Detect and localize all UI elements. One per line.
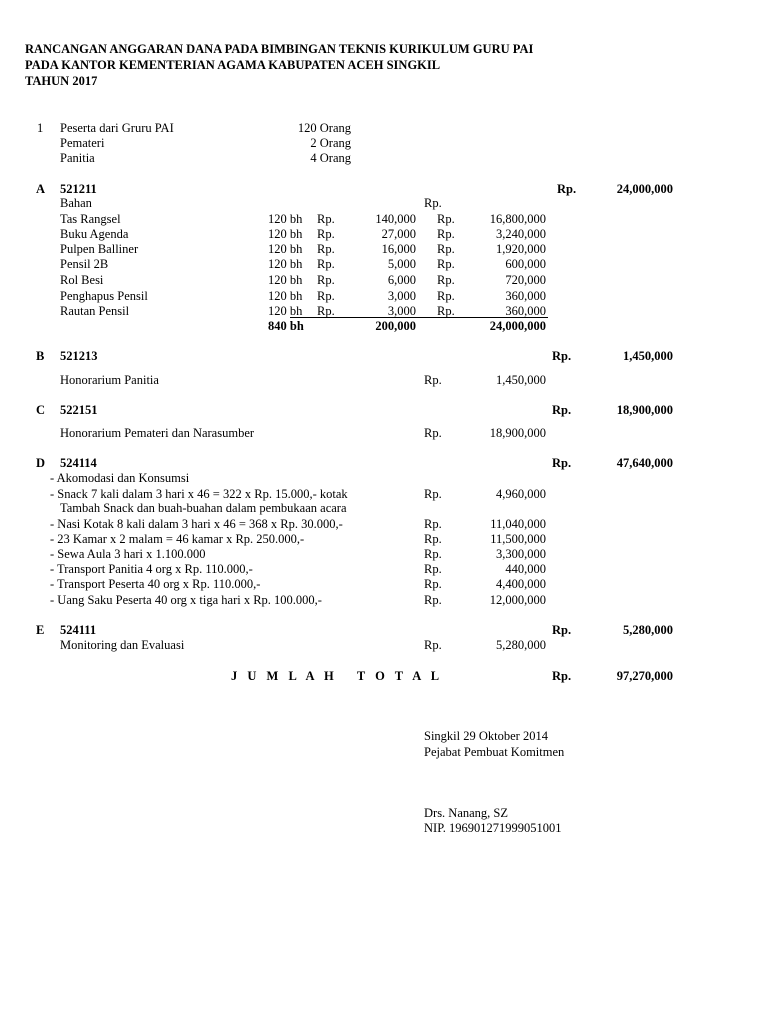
section-e-currency: Rp. xyxy=(552,623,572,637)
item-name: Penghapus Pensil xyxy=(60,289,148,303)
section-c-item-currency: Rp. xyxy=(424,426,442,440)
section-c-total: 18,900,000 xyxy=(616,403,673,417)
item-amount-currency: Rp. xyxy=(437,304,455,318)
item-amount: 600,000 xyxy=(505,257,546,271)
item-qty: 120 bh xyxy=(268,304,303,318)
section-d-item-amount: 11,040,000 xyxy=(490,517,546,531)
item-qty: 120 bh xyxy=(268,227,303,241)
item-amount-currency: Rp. xyxy=(437,273,455,287)
item-name: Pulpen Balliner xyxy=(60,242,139,256)
item-name: Tas Rangsel xyxy=(60,212,121,226)
section-c-item: Honorarium Pemateri dan Narasumber xyxy=(60,426,255,440)
section-d-item-desc: - Sewa Aula 3 hari x 1.100.000 xyxy=(50,547,206,561)
section-d-item-desc: Tambah Snack dan buah-buahan dalam pembukaan acara xyxy=(60,501,347,515)
section-d-currency: Rp. xyxy=(552,456,572,470)
item-price-currency: Rp. xyxy=(317,212,335,226)
item-amount-currency: Rp. xyxy=(437,289,455,303)
doc-title-line-2: PADA KANTOR KEMENTERIAN AGAMA KABUPATEN ACEH SINGKIL xyxy=(25,58,441,72)
item-qty: 120 bh xyxy=(268,257,303,271)
item-amount-currency: Rp. xyxy=(437,257,455,271)
section-e-item: Monitoring dan Evaluasi xyxy=(60,638,185,652)
section-c-code: 522151 xyxy=(60,403,98,417)
section-a-group-currency: Rp. xyxy=(424,196,442,210)
participant-count: 120 Orang xyxy=(297,121,351,135)
item-qty: 120 bh xyxy=(268,212,303,226)
doc-title-line-3: TAHUN 2017 xyxy=(25,74,98,88)
item-name: Rautan Pensil xyxy=(60,304,130,318)
participant-label: Panitia xyxy=(60,151,95,165)
section-d-item-amount: 12,000,000 xyxy=(489,593,546,607)
section-c-letter: C xyxy=(36,403,46,417)
section-a-currency: Rp. xyxy=(557,182,577,196)
section-d-item-currency: Rp. xyxy=(424,517,442,531)
item-price-currency: Rp. xyxy=(317,227,335,241)
section-d-item-currency: Rp. xyxy=(424,577,442,591)
item-qty: 120 bh xyxy=(268,242,303,256)
grand-total-amount: 97,270,000 xyxy=(616,669,673,683)
item-qty: 120 bh xyxy=(268,273,303,287)
item-name: Rol Besi xyxy=(60,273,104,287)
section-d-item-desc: - Transport Peserta 40 org x Rp. 110.000,- xyxy=(50,577,261,591)
item-amount: 720,000 xyxy=(505,273,546,287)
item-price-currency: Rp. xyxy=(317,289,335,303)
item-price: 16,000 xyxy=(381,242,416,256)
section-d-item-amount: 11,500,000 xyxy=(490,532,546,546)
section-a-group-label: Bahan xyxy=(60,196,92,210)
item-amount: 3,240,000 xyxy=(496,227,546,241)
item-name: Buku Agenda xyxy=(60,227,129,241)
item-price: 6,000 xyxy=(387,273,416,287)
section-d-item-desc: - Snack 7 kali dalam 3 hari x 46 = 322 x Rp. 15.000,- kotak xyxy=(50,487,348,501)
section-e-item-currency: Rp. xyxy=(424,638,442,652)
section-c-item-amount: 18,900,000 xyxy=(489,426,546,440)
section-d-item-amount: 4,400,000 xyxy=(496,577,546,591)
item-amount: 16,800,000 xyxy=(489,212,546,226)
section-d-item-amount: 3,300,000 xyxy=(496,547,546,561)
section-d-item-currency: Rp. xyxy=(424,547,442,561)
section-e-letter: E xyxy=(36,623,45,637)
item-amount: 1,920,000 xyxy=(496,242,546,256)
section-b-letter: B xyxy=(36,349,45,363)
section-d-item-desc: - 23 Kamar x 2 malam = 46 kamar x Rp. 250.000,- xyxy=(50,532,305,546)
item-price: 3,000 xyxy=(387,304,416,318)
section-d-item-currency: Rp. xyxy=(424,532,442,546)
item-qty: 120 bh xyxy=(268,289,303,303)
section-e-total: 5,280,000 xyxy=(623,623,673,637)
grand-total-label: J U M L A H T O T A L xyxy=(231,669,443,683)
section-d-item-amount: 4,960,000 xyxy=(496,487,546,501)
signature-nip: NIP. 196901271999051001 xyxy=(424,821,562,835)
participants-number: 1 xyxy=(37,121,44,135)
section-d-item-desc: - Uang Saku Peserta 40 org x tiga hari x Rp. 100.000,- xyxy=(50,593,322,607)
section-c-currency: Rp. xyxy=(552,403,572,417)
section-a-sum-price: 200,000 xyxy=(375,319,416,333)
section-b-item: Honorarium Panitia xyxy=(60,373,159,387)
section-d-item-amount: 440,000 xyxy=(505,562,546,576)
grand-total-currency: Rp. xyxy=(552,669,572,683)
section-d-item-currency: Rp. xyxy=(424,593,442,607)
item-price: 27,000 xyxy=(381,227,416,241)
section-d-item-desc: - Nasi Kotak 8 kali dalam 3 hari x 46 = 368 x Rp. 30.000,- xyxy=(50,517,343,531)
participant-label: Pemateri xyxy=(60,136,105,150)
item-price: 140,000 xyxy=(375,212,416,226)
section-a-code: 521211 xyxy=(60,182,97,196)
item-price: 5,000 xyxy=(387,257,416,271)
section-e-code: 524111 xyxy=(60,623,97,637)
section-a-sum-divider xyxy=(290,317,548,318)
item-amount-currency: Rp. xyxy=(437,242,455,256)
item-price-currency: Rp. xyxy=(317,304,335,318)
participant-label: Peserta dari Gruru PAI xyxy=(60,121,174,135)
item-amount: 360,000 xyxy=(505,304,546,318)
section-b-item-currency: Rp. xyxy=(424,373,442,387)
section-d-total: 47,640,000 xyxy=(616,456,673,470)
section-a-sum-amount: 24,000,000 xyxy=(489,319,546,333)
section-a-letter: A xyxy=(36,182,46,196)
participant-count: 2 Orang xyxy=(310,136,351,150)
item-price-currency: Rp. xyxy=(317,257,335,271)
section-d-code: 524114 xyxy=(60,456,97,470)
section-d-item-currency: Rp. xyxy=(424,562,442,576)
item-amount-currency: Rp. xyxy=(437,212,455,226)
section-b-currency: Rp. xyxy=(552,349,572,363)
section-b-item-amount: 1,450,000 xyxy=(496,373,546,387)
item-name: Pensil 2B xyxy=(60,257,109,271)
item-price-currency: Rp. xyxy=(317,273,335,287)
doc-title-line-1: RANCANGAN ANGGARAN DANA PADA BIMBINGAN TEKNIS KURIKULUM GURU PAI xyxy=(25,42,534,56)
signature-place-date: Singkil 29 Oktober 2014 xyxy=(424,729,548,743)
participant-count: 4 Orang xyxy=(310,151,351,165)
section-e-item-amount: 5,280,000 xyxy=(496,638,546,652)
section-a-total: 24,000,000 xyxy=(616,182,673,196)
section-d-letter: D xyxy=(36,456,46,470)
signature-position: Pejabat Pembuat Komitmen xyxy=(424,745,565,759)
section-a-sum-qty: 840 bh xyxy=(268,319,304,333)
section-b-code: 521213 xyxy=(60,349,98,363)
item-price: 3,000 xyxy=(387,289,416,303)
section-d-item-desc: - Transport Panitia 4 org x Rp. 110.000,- xyxy=(50,562,253,576)
item-amount-currency: Rp. xyxy=(437,227,455,241)
section-b-total: 1,450,000 xyxy=(623,349,673,363)
item-price-currency: Rp. xyxy=(317,242,335,256)
section-d-item-desc: - Akomodasi dan Konsumsi xyxy=(50,471,190,485)
item-amount: 360,000 xyxy=(505,289,546,303)
section-d-item-currency: Rp. xyxy=(424,487,442,501)
signature-name: Drs. Nanang, SZ xyxy=(424,806,509,820)
